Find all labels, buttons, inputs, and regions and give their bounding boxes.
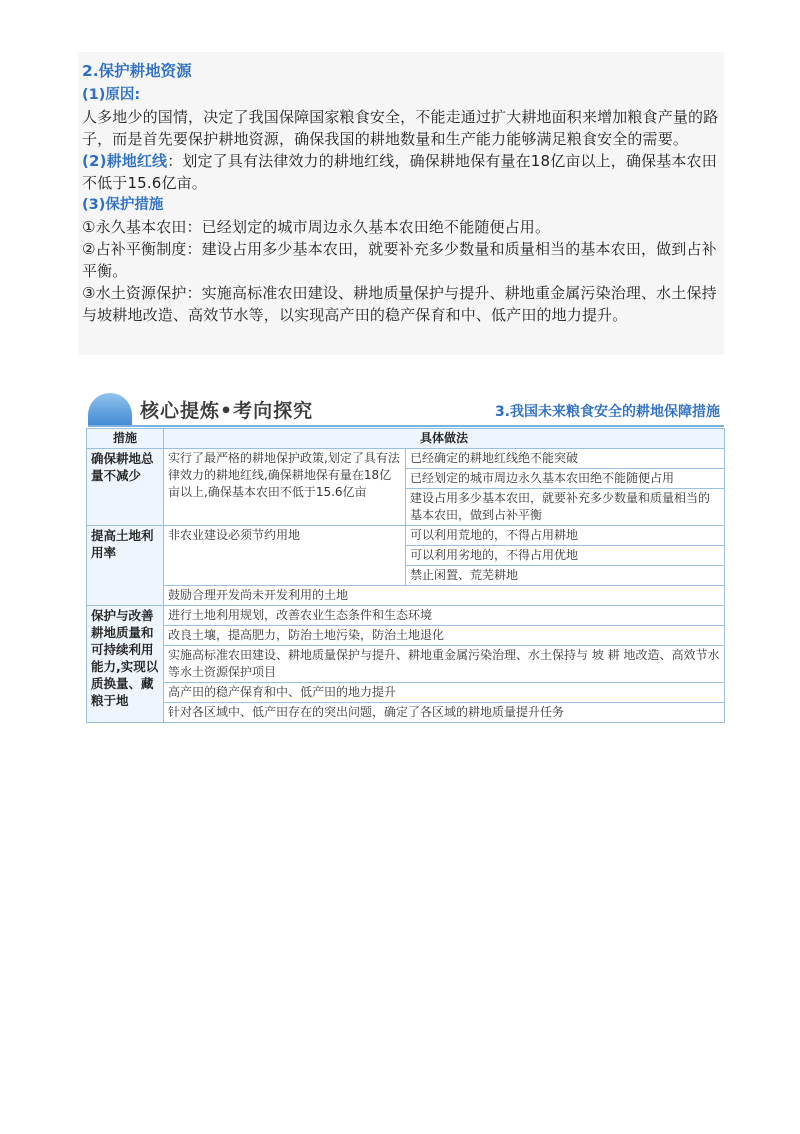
policy-save-land: 非农业建设必须节约用地 (164, 526, 406, 586)
section-heading: 2.保护耕地资源 (82, 62, 192, 80)
redline-paragraph (82, 150, 720, 194)
notes-block (78, 52, 724, 355)
reason-label: (1)原因: (82, 87, 141, 103)
item-regional: 针对各区域中、低产田存在的突出问题，确定了各区域的耕地质量提升任务 (164, 703, 725, 723)
table-row (87, 526, 725, 546)
header-measures: 措施 (87, 429, 164, 449)
header-practice: 具体做法 (164, 429, 725, 449)
table-row (87, 626, 725, 646)
measure-item-3: ③水土资源保护：实施高标准农田建设、耕地质量保护与提升、耕地重金属污染治理、水土保持与坡耕地改造、高效节水等，以实现高产田的稳产保育和中、低产田的地力提升。 (82, 284, 717, 324)
redline-text: ：划定了具有法律效力的耕地红线，确保耕地保有量在18亿亩以上，确保基本农田不低于15.6亿亩。 (82, 152, 717, 192)
category-total: 确保耕地总量不减少 (87, 449, 164, 526)
item-balance: 建设占用多少基本农田，就要补充多少数量和质量相当的基本农田，做到占补平衡 (406, 489, 725, 526)
item-high-standard: 实施高标准农田建设、耕地质量保护与提升、耕地重金属污染治理、水土保持与 坡 耕 地改造、高效节水等水土资源保护项目 (164, 646, 725, 683)
table-row (87, 683, 725, 703)
item-planning: 进行土地利用规划，改善农业生态条件和生态环境 (164, 606, 725, 626)
measures-label: (3)保护措施 (82, 197, 164, 213)
core-title: 核心提炼•考向探究 (140, 400, 314, 422)
policy-redline: 实行了最严格的耕地保护政策,划定了具有法律效力的耕地红线,确保耕地保有量在18亿亩以上,确保基本农田不低于15.6亿亩 (164, 449, 406, 526)
header-divider (88, 425, 724, 427)
table-row (87, 703, 725, 723)
table-row (87, 646, 725, 683)
table-header-row (87, 429, 725, 449)
core-section (84, 387, 724, 743)
item-yield: 高产田的稳产保育和中、低产田的地力提升 (164, 683, 725, 703)
item-develop-land: 鼓励合理开发尚未开发利用的土地 (164, 586, 725, 606)
reason-text: 人多地少的国情，决定了我国保障国家粮食安全，不能走通过扩大耕地面积来增加粮食产量的路子，而是首先要保护耕地资源，确保我国的耕地数量和生产能力能够满足粮食安全的需要。 (82, 108, 719, 148)
category-utilization: 提高土地利用率 (87, 526, 164, 606)
measures-table (86, 428, 725, 723)
item-soil: 改良土壤，提高肥力，防治土地污染，防治土地退化 (164, 626, 725, 646)
measure-item-1: ①永久基本农田：已经划定的城市周边永久基本农田绝不能随便占用。 (82, 218, 551, 236)
item-poor-land: 可以利用劣地的，不得占用优地 (406, 546, 725, 566)
measure-item-2: ②占补平衡制度：建设占用多少基本农田，就要补充多少数量和质量相当的基本农田，做到占补平衡。 (82, 240, 717, 280)
item-redline: 已经确定的耕地红线绝不能突破 (406, 449, 725, 469)
core-header (84, 387, 724, 427)
table-row (87, 606, 725, 626)
semicircle-badge-icon (88, 393, 132, 427)
core-subtitle: 3.我国未来粮食安全的耕地保障措施 (494, 404, 720, 420)
category-quality: 保护与改善耕地质量和可持续利用能力,实现以质换量、藏粮于地 (87, 606, 164, 723)
redline-label: (2)耕地红线 (82, 152, 168, 170)
item-no-idle: 禁止闲置、荒芜耕地 (406, 566, 725, 586)
item-wasteland: 可以利用荒地的，不得占用耕地 (406, 526, 725, 546)
table-row (87, 449, 725, 469)
table-row (87, 586, 725, 606)
item-permanent-farmland: 已经划定的城市周边永久基本农田绝不能随便占用 (406, 469, 725, 489)
